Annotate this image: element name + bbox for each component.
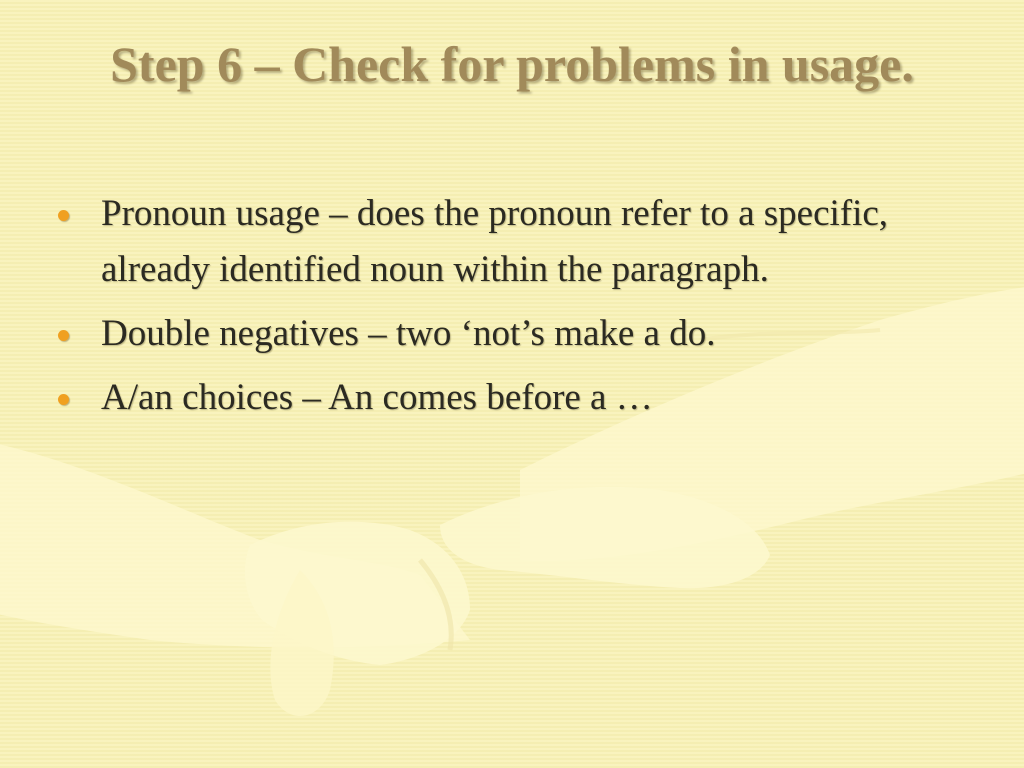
bullet-list xyxy=(58,186,958,434)
bullet-text: A/an choices – An comes before a … xyxy=(101,377,653,418)
bullet-dot-icon xyxy=(58,394,69,405)
bullet-dot-icon xyxy=(58,330,69,341)
list-item xyxy=(58,370,958,426)
list-item xyxy=(58,306,958,362)
bullet-dot-icon xyxy=(58,210,69,221)
bullet-text: Pronoun usage – does the pronoun refer to a specific, already identified noun within the paragraph. xyxy=(101,193,889,290)
list-item xyxy=(58,186,958,298)
bullet-text: Double negatives – two ‘not’s make a do. xyxy=(101,313,716,354)
page-title: Step 6 – Check for problems in usage. xyxy=(110,36,914,92)
